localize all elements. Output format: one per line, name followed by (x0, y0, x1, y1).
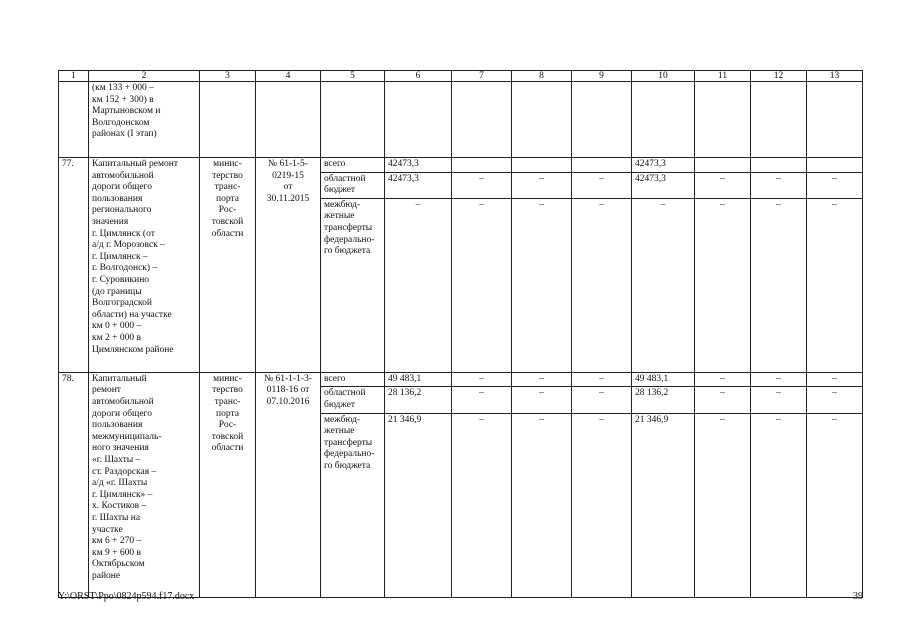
value-cell: – (572, 372, 632, 387)
funding-label-text: всего (324, 159, 346, 169)
header-cell: 2 (89, 71, 200, 82)
funding-label-text: межбюд- жетные трансферты федерально- го бюджета (324, 414, 375, 471)
value-cell: – (695, 372, 751, 387)
value-cell: – (452, 387, 512, 413)
value-cell: – (452, 372, 512, 387)
budget-table (58, 70, 863, 598)
empty-cell (751, 82, 807, 158)
organization-cell (200, 372, 256, 597)
num-cell (59, 82, 89, 158)
table-row (59, 372, 863, 387)
empty-cell (452, 82, 512, 158)
value-cell: – (572, 413, 632, 597)
object-name: Капитальный ремонт автомобильной дороги общего пользования межмуниципаль- ного значения «г. Шахты – ст. Раздорская – а/д «г. Шахты г. Цимлянск» – х. Костиков – г. Шахты на участке км 6 + 270 – км 9 + 600 в Октябрьском районе (92, 373, 162, 581)
funding-label (321, 172, 385, 198)
header-cell: 12 (751, 71, 807, 82)
continuation-row (59, 82, 863, 158)
value-cell: – (512, 387, 572, 413)
organization: минис- терство транс- порта Рос- товской области (211, 373, 244, 454)
funding-label (321, 158, 385, 173)
value-cell: 42473,3 (632, 172, 695, 198)
funding-label-text: межбюд- жетные трансферты федерально- го бюджета (324, 199, 375, 257)
empty-cell (200, 82, 256, 158)
empty-cell (695, 82, 751, 158)
empty-cell (321, 82, 385, 158)
value-cell: – (807, 198, 863, 372)
empty-cell (385, 82, 452, 158)
table-row (59, 158, 863, 173)
object-name: (км 133 + 000 – км 152 + 300) в Мартыновском и Волгодонском районах (I этап) (92, 83, 161, 140)
row-number: 78. (59, 372, 89, 597)
value-cell (751, 158, 807, 173)
funding-label (321, 387, 385, 413)
object-name-cell (89, 158, 200, 373)
value-cell: – (572, 172, 632, 198)
header-cell: 4 (256, 71, 321, 82)
value-cell: – (452, 198, 512, 372)
header-cell: 1 (59, 71, 89, 82)
value-cell: – (572, 198, 632, 372)
header-cell: 10 (632, 71, 695, 82)
empty-cell (632, 82, 695, 158)
value-cell: – (385, 198, 452, 372)
value-cell (695, 158, 751, 173)
value-cell: – (807, 413, 863, 597)
value-cell: – (807, 387, 863, 413)
value-cell: – (751, 387, 807, 413)
value-cell: – (452, 413, 512, 597)
empty-cell (512, 82, 572, 158)
funding-label (321, 372, 385, 387)
organization-cell (200, 158, 256, 373)
value-cell: 28 136,2 (632, 387, 695, 413)
value-cell: – (512, 413, 572, 597)
header-cell: 9 (572, 71, 632, 82)
value-cell: – (695, 387, 751, 413)
header-cell: 11 (695, 71, 751, 82)
document-cell (256, 158, 321, 373)
header-cell: 13 (807, 71, 863, 82)
value-cell: – (512, 372, 572, 387)
object-name-cell (89, 372, 200, 597)
row-number: 77. (59, 158, 89, 373)
empty-cell (807, 82, 863, 158)
header-cell: 3 (200, 71, 256, 82)
document-number: № 61-1-1-3- 0118-16 от 07.10.2016 (264, 373, 312, 407)
value-cell: – (695, 413, 751, 597)
column-number-header-row (59, 71, 863, 82)
value-cell: 42473,3 (385, 172, 452, 198)
value-cell (452, 158, 512, 173)
value-cell: – (751, 372, 807, 387)
value-cell: 21 346,9 (632, 413, 695, 597)
empty-cell (572, 82, 632, 158)
document-cell (256, 372, 321, 597)
footer-file-path: Y:\ORST\Ppo\0824p594.f17.docx (58, 591, 195, 602)
header-cell: 6 (385, 71, 452, 82)
value-cell (572, 158, 632, 173)
value-cell: 49 483,1 (385, 372, 452, 387)
object-name-cell (89, 82, 200, 158)
empty-cell (256, 82, 321, 158)
funding-label-text: всего (324, 373, 346, 384)
header-cell: 5 (321, 71, 385, 82)
value-cell: – (807, 172, 863, 198)
value-cell: – (751, 172, 807, 198)
funding-label (321, 198, 385, 372)
value-cell: 49 483,1 (632, 372, 695, 387)
value-cell: – (512, 172, 572, 198)
value-cell: – (512, 198, 572, 372)
value-cell: – (695, 172, 751, 198)
value-cell: – (751, 198, 807, 372)
organization: минис- терство транс- порта Рос- товской области (211, 159, 244, 239)
funding-label-text: областной бюджет (324, 388, 366, 410)
value-cell: – (807, 372, 863, 387)
value-cell (512, 158, 572, 173)
value-cell: 28 136,2 (385, 387, 452, 413)
funding-label (321, 413, 385, 597)
document-number: № 61-1-5- 0219-15 от 30.11.2015 (266, 159, 310, 204)
header-cell: 8 (512, 71, 572, 82)
value-cell: – (751, 413, 807, 597)
value-cell (807, 158, 863, 173)
value-cell: 21 346,9 (385, 413, 452, 597)
value-cell: – (695, 198, 751, 372)
value-cell: – (632, 198, 695, 372)
header-cell: 7 (452, 71, 512, 82)
value-cell: 42473,3 (632, 158, 695, 173)
value-cell: 42473,3 (385, 158, 452, 173)
page-number: 39 (853, 591, 863, 602)
value-cell: – (452, 172, 512, 198)
funding-label-text: областной бюджет (324, 173, 366, 196)
object-name: Капитальный ремонт автомобильной дороги общего пользования регионального значения г. Цимлянск (от а/д г. Морозовск – г. Цимлянск – г. Волгодонск) – г. Суровикино (до границы Волгоградской области) на участке км 0 + 000 – км 2 + 000 в Цимлянском районе (92, 159, 179, 355)
value-cell: – (572, 387, 632, 413)
